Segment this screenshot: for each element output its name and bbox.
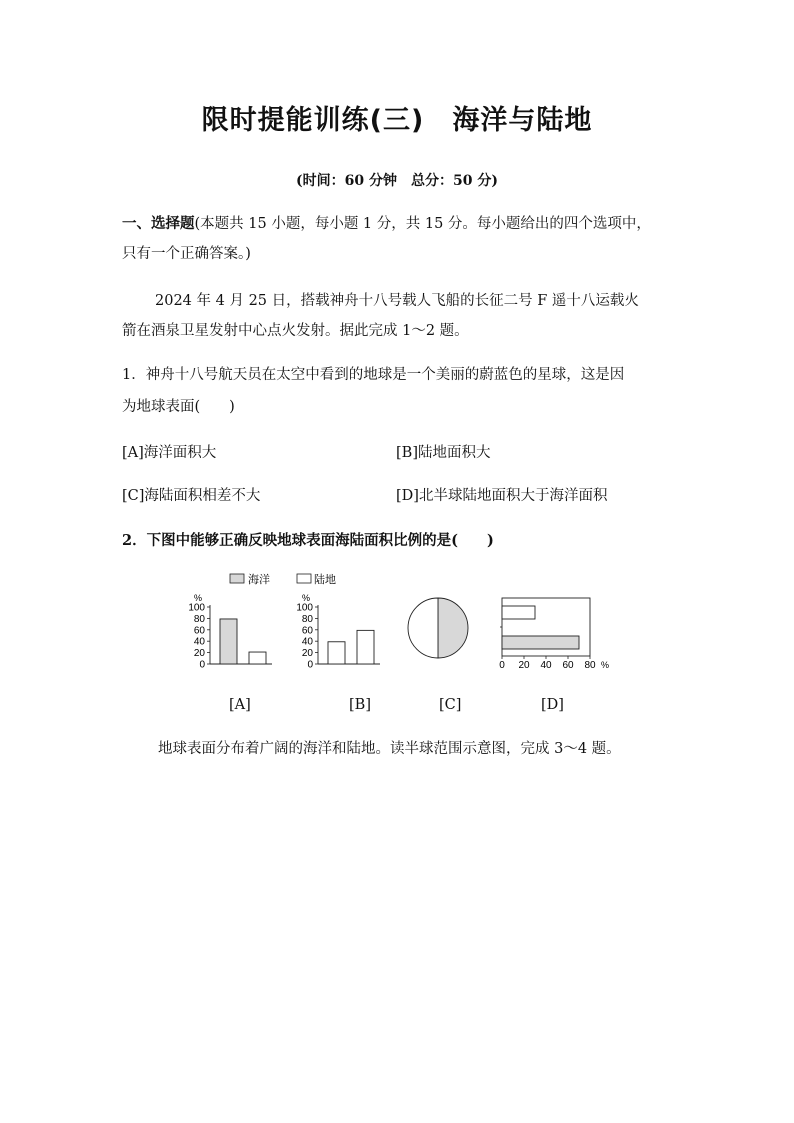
chart-b-bar-ocean — [328, 642, 345, 664]
chart-b-bar-land — [357, 630, 374, 664]
page-title: 限时提能训练(三) 海洋与陆地 — [201, 105, 593, 136]
chart-d-bar-ocean — [502, 636, 579, 649]
chart-d-xtick-label: 0 — [499, 660, 505, 671]
chart-d-xtick-label: 80 — [584, 660, 596, 671]
intro1-line1: 2024 年 4 月 25 日，搭载神舟十八号载人飞船的长征二号 F 遥十八运载火 — [155, 293, 639, 309]
panel-label-b: [B] — [349, 697, 371, 713]
chart-c-slice-ocean — [438, 598, 468, 658]
section-note-line2: 只有一个正确答案。) — [122, 246, 251, 262]
intro2: 地球表面分布着广阔的海洋和陆地。读半球范围示意图，完成 3～4 题。 — [158, 741, 621, 757]
chart-b-ytick-label: 100 — [296, 602, 313, 614]
chart-d-bar-land — [502, 606, 535, 619]
q1-option-d: [D]北半球陆地面积大于海洋面积 — [396, 488, 608, 504]
chart-a-ytick-label: 60 — [193, 625, 205, 637]
chart-a-ytick-label: 100 — [188, 602, 205, 614]
chart-a-ytick-label: 0 — [199, 659, 205, 671]
panel-label-a: [A] — [229, 697, 251, 713]
chart-a-ytick-label: 40 — [193, 636, 205, 648]
q1-option-c: [C]海陆面积相差不大 — [122, 488, 261, 504]
chart-b-ytick-label: 40 — [301, 636, 313, 648]
exam-info: (时间：60 分钟 总分：50 分) — [296, 173, 498, 189]
chart-d-xtick-label: 40 — [540, 660, 552, 671]
chart-c-slice-land — [408, 598, 438, 658]
q1-stem-line2: 为地球表面( ) — [122, 399, 235, 415]
chart-b-unit: % — [302, 593, 311, 603]
chart-a-ytick-label: 80 — [193, 613, 205, 625]
chart-b-ytick-label: 60 — [301, 625, 313, 637]
chart-a-unit: % — [194, 593, 203, 603]
section-note-line1: (本题共 15 小题，每小题 1 分，共 15 分。每小题给出的四个选项中， — [194, 216, 651, 232]
chart-d-xtick-label: 20 — [518, 660, 530, 671]
chart-d — [499, 598, 609, 671]
chart-d-unit: % — [601, 660, 610, 670]
legend-ocean-swatch — [230, 574, 244, 583]
chart-b — [296, 593, 380, 671]
chart-a-ytick-label: 20 — [193, 648, 205, 660]
section-header — [122, 212, 651, 233]
legend-land-swatch — [297, 574, 311, 583]
legend-ocean-label: 海洋 — [248, 574, 270, 586]
q1-option-a: [A]海洋面积大 — [122, 445, 217, 461]
section-heading: 一、选择题 — [122, 215, 195, 232]
chart-b-ytick-label: 80 — [301, 613, 313, 625]
q1-option-b: [B]陆地面积大 — [396, 445, 491, 461]
legend-land-label: 陆地 — [314, 574, 336, 586]
panel-label-c: [C] — [439, 697, 462, 713]
chart-b-ytick-label: 20 — [301, 648, 313, 660]
q2-stem: 2．下图中能够正确反映地球表面海陆面积比例的是( ) — [122, 532, 494, 549]
intro1-line2: 箭在酒泉卫星发射中心点火发射。据此完成 1～2 题。 — [122, 323, 469, 339]
q2-figure — [180, 568, 620, 678]
chart-d-xtick-label: 60 — [562, 660, 574, 671]
chart-b-ytick-label: 0 — [307, 659, 313, 671]
q1-stem-line1: 1．神舟十八号航天员在太空中看到的地球是一个美丽的蔚蓝色的星球，这是因 — [122, 367, 625, 383]
chart-c — [408, 598, 468, 658]
panel-label-d: [D] — [541, 697, 564, 713]
chart-a — [188, 593, 272, 671]
chart-a-bar-land — [249, 652, 266, 664]
chart-a-bar-ocean — [220, 619, 237, 664]
